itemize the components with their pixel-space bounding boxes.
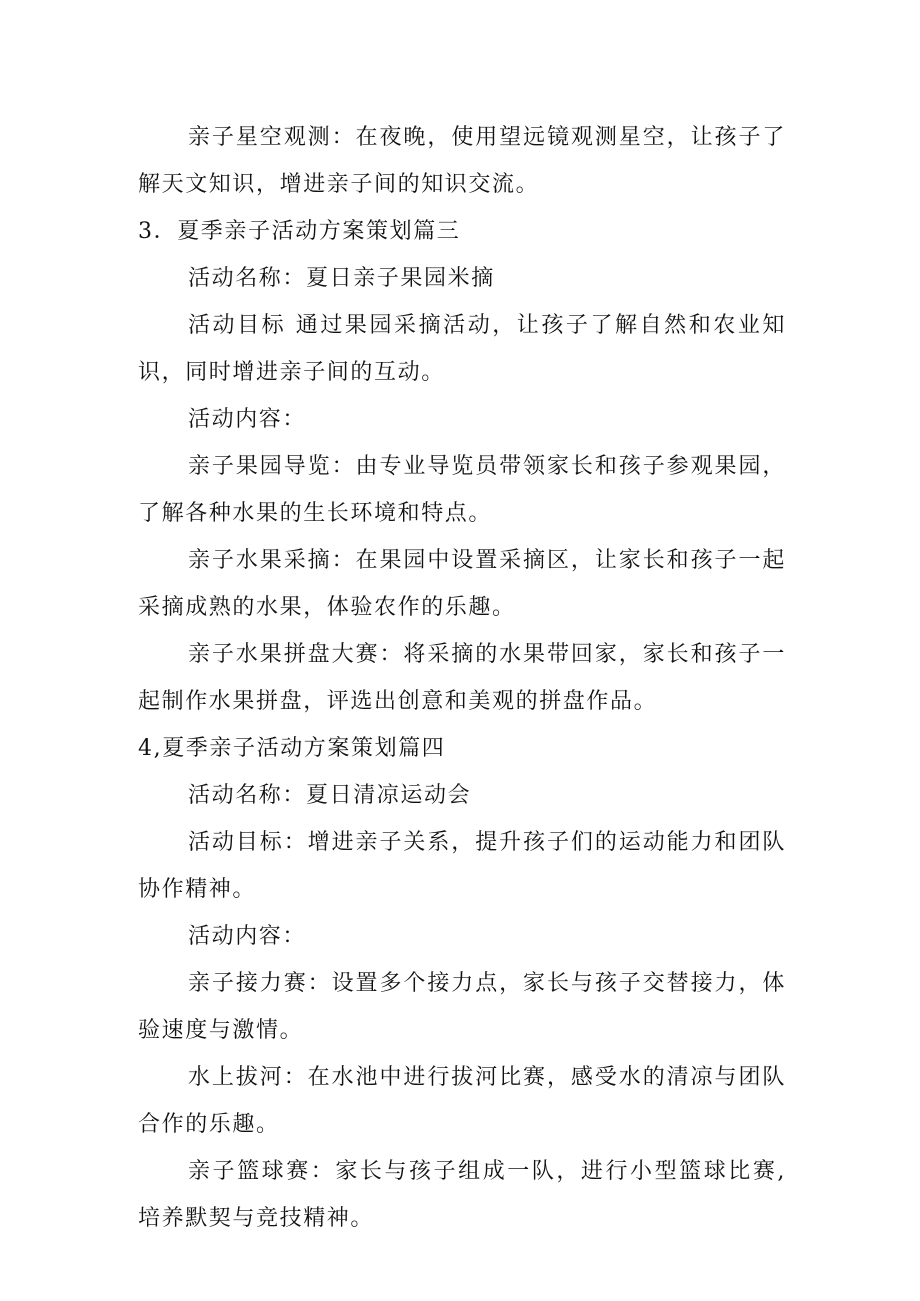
paragraph-relay-race: 亲子接力赛：设置多个接力点，家长与孩子交替接力，体验速度与激情。 [138,971,786,1043]
paragraph-orchard-tour: 亲子果园导览：由专业导览员带领家长和孩子参观果园，了解各种水果的生长环境和特点。 [138,454,786,526]
section-heading-3: 3．夏季亲子活动方案策划篇三 [138,219,461,244]
paragraph-activity-name-4: 活动名称：夏日清凉运动会 [188,783,472,808]
paragraph-activity-goal-3: 活动目标 通过果园采摘活动，让孩子了解自然和农业知识，同时增进亲子间的互动。 [138,313,786,385]
paragraph-basketball-game: 亲子篮球赛：家长与孩子组成一队，进行小型篮球比赛,培养默契与竞技精神。 [138,1159,786,1231]
paragraph-fruit-picking: 亲子水果采摘：在果园中设置采摘区，让家长和孩子一起采摘成熟的水果，体验农作的乐趣。 [138,548,786,620]
document-body [138,114,786,1242]
paragraph-activity-content-label-4: 活动内容： [188,924,307,949]
paragraph-fruit-platter-contest: 亲子水果拼盘大赛：将采摘的水果带回家，家长和孩子一起制作水果拼盘，评选出创意和美观的拼盘作品。 [138,642,786,714]
paragraph-activity-name-3: 活动名称：夏日亲子果园米摘 [188,266,495,291]
paragraph-activity-content-label-3: 活动内容： [188,407,307,432]
paragraph-water-tug-of-war: 水上拔河：在水池中进行拔河比赛，感受水的清凉与团队合作的乐趣。 [138,1065,786,1137]
paragraph-activity-goal-4: 活动目标：增进亲子关系，提升孩子们的运动能力和团队协作精神。 [138,830,786,902]
section-heading-4: 4,夏季亲子活动方案策划篇四 [138,736,446,761]
paragraph-star-observation: 亲子星空观测：在夜晚，使用望远镜观测星空，让孩子了解天文知识，增进亲子间的知识交流。 [138,125,786,197]
